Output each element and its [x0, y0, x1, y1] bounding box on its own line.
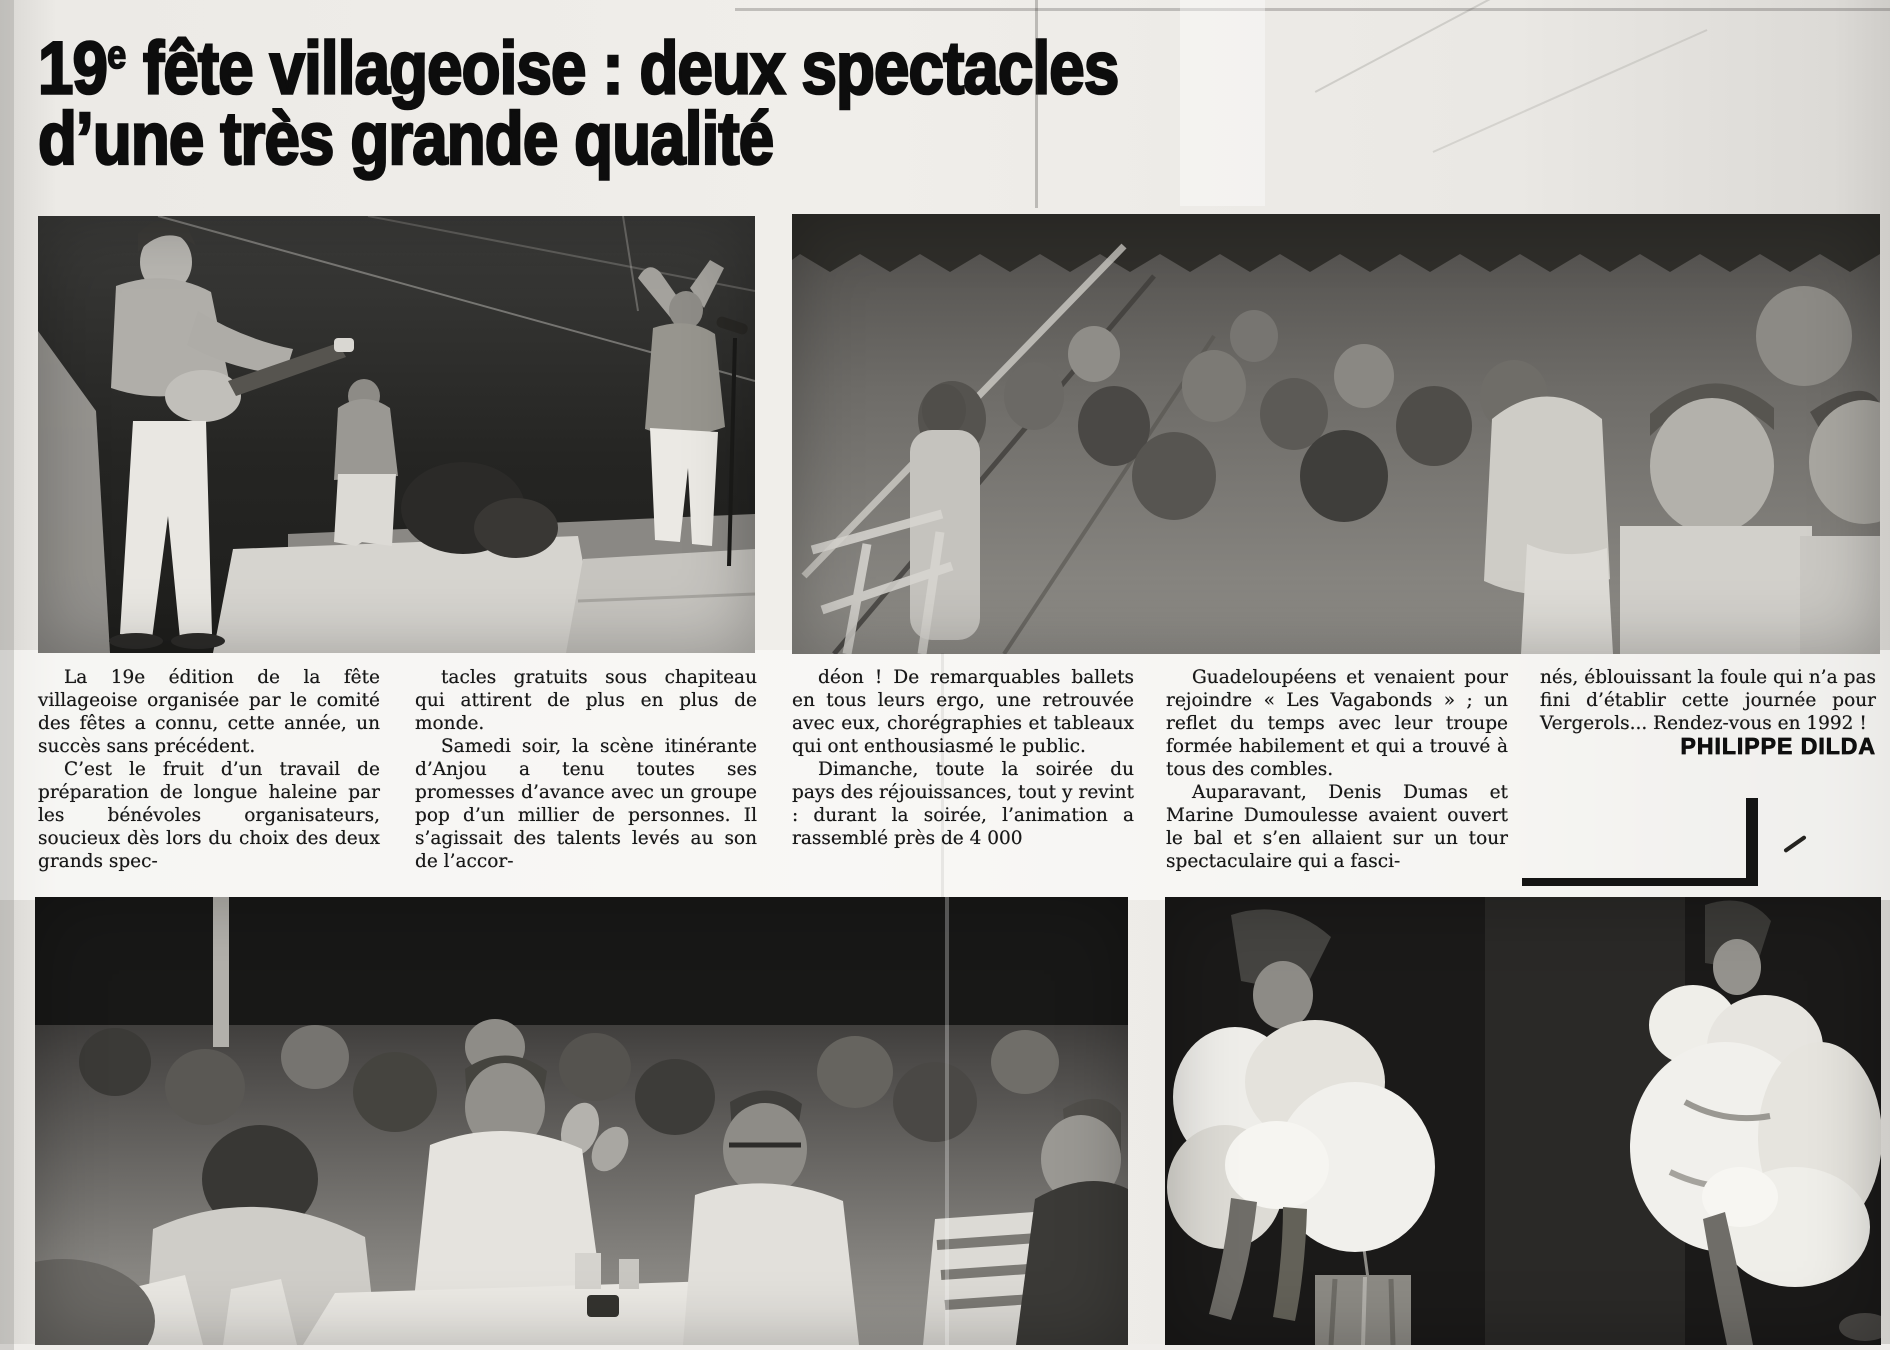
article-column-3: [792, 666, 1134, 850]
dark-background-band: [35, 897, 1128, 1025]
signature-corner-rule: [1522, 798, 1758, 886]
paragraph: tacles gratuits sous chapiteau qui attirent de plus en plus de monde.: [415, 667, 757, 734]
paragraph: déon ! De remarquables ballets en tous leurs ergo, une retrouvée avec eux, chorégraphies et tableaux qui ont enthousiasmé le public.: [792, 667, 1134, 757]
photo-stage-performance: [38, 216, 755, 653]
headline-line-1: 19e fête villageoise : deux spectacles: [38, 26, 1119, 110]
cancan-scene-art: [1165, 897, 1881, 1345]
article-headline: [38, 20, 1294, 180]
headline-line-2: d’une très grande qualité: [38, 96, 774, 180]
article-column-5: [1540, 666, 1876, 758]
paragraph: Auparavant, Denis Dumas et Marine Dumoulesse avaient ouvert le bal et s’en allaient sur un tour spectaculaire qui a fasci-: [1166, 782, 1508, 872]
scan-diagonal-mark-2: [1433, 29, 1708, 153]
byline: PHILIPPE DILDA: [1680, 733, 1876, 759]
ordinal-superscript: e: [107, 33, 127, 77]
article-column-2: [415, 666, 757, 873]
paragraph: Dimanche, toute la soirée du pays des réjouissances, tout y revint : durant la soirée, l’animation a rassemblé près de 4 000: [792, 759, 1134, 849]
paragraph: La 19e édition de la fête villageoise organisée par le comité des fêtes a connu, cette année, un succès sans précédent.: [38, 667, 380, 757]
tent-pole: [213, 897, 229, 1047]
tables-scene-art: [35, 897, 1128, 1345]
paragraph: C’est le fruit d’un travail de préparation de longue haleine par les bénévoles organisateurs, soucieux dès lors du choix des deux grands spec-: [38, 759, 380, 872]
article-column-4: [1166, 666, 1508, 873]
stage-scene-art: [38, 216, 755, 653]
scan-streak-horizontal: [735, 8, 1890, 11]
scan-diagonal-mark-1: [1315, 0, 1546, 93]
stage-front-block: [213, 536, 600, 653]
paragraph: Guadeloupéens et venaient pour rejoindre « Les Vagabonds » ; un reflet du temps avec leur troupe formée habilement et qui a trouvé à tous des combles.: [1166, 667, 1508, 780]
photo-cancan-dancers: [1165, 897, 1881, 1345]
photo-audience-marquee: [792, 214, 1880, 654]
photo-spectators-tables: [35, 897, 1128, 1345]
article-column-1: [38, 666, 380, 873]
paragraph: nés, éblouissant la foule qui n’a pas fini d’établir cette journée pour Vergerols... Rendez-vous en 1992 !: [1540, 667, 1876, 734]
audience-scene-art: [792, 214, 1880, 654]
bloomers: [1225, 1121, 1329, 1209]
paragraph: Samedi soir, la scène itinérante d’Anjou a tenu toutes ses promesses d’avance avec un groupe pop d’un millier de personnes. Il s’agissait des talents levés au son de l’accor-: [415, 736, 757, 872]
